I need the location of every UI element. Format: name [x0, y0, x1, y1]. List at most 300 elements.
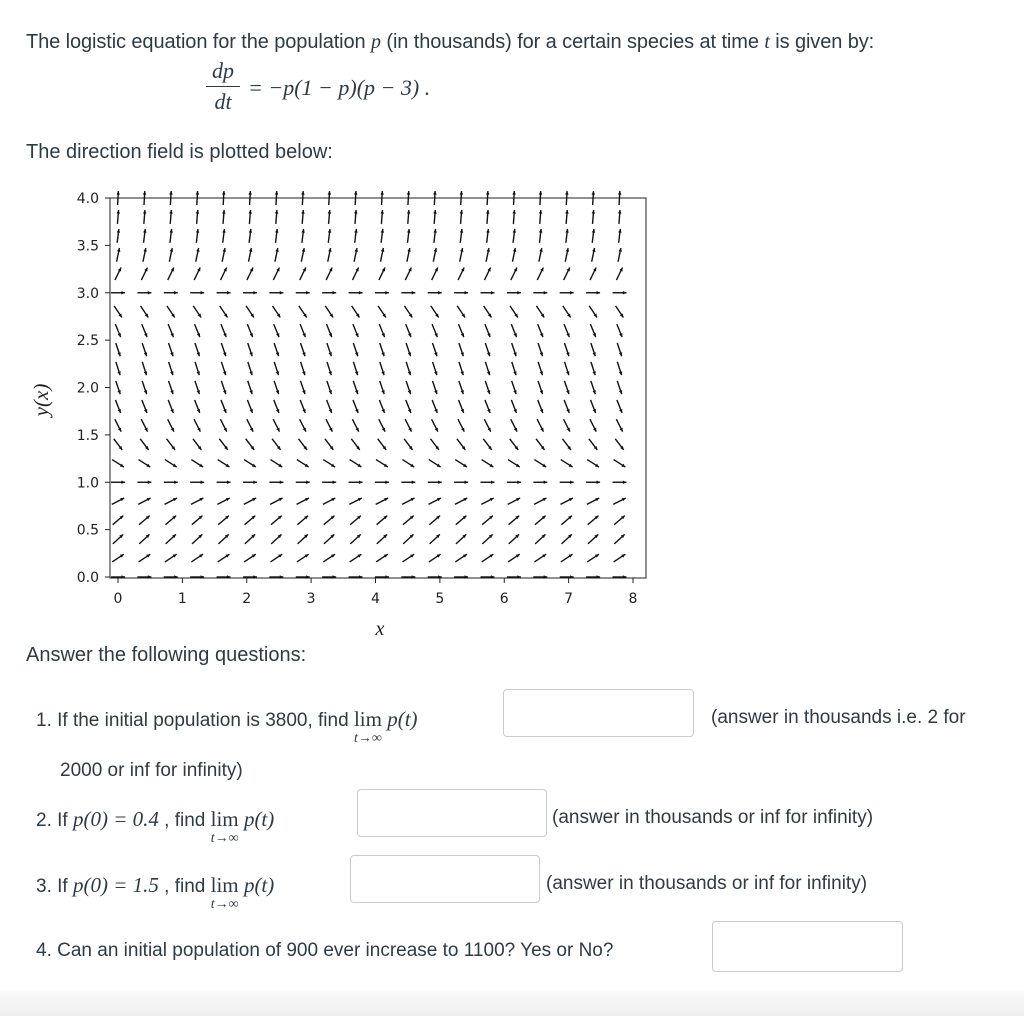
direction-arrow	[350, 554, 362, 562]
x-tick-label: 2	[242, 591, 252, 607]
direction-arrow	[218, 554, 230, 562]
direction-arrow	[353, 343, 358, 356]
direction-arrow	[220, 306, 228, 318]
x-tick-label: 1	[177, 591, 187, 607]
direction-arrow	[459, 362, 464, 375]
direction-arrow	[454, 481, 468, 484]
direction-arrow	[117, 229, 120, 243]
direction-arrow	[534, 554, 546, 562]
x-tick-label: 4	[371, 591, 380, 607]
direction-arrow	[486, 210, 489, 224]
direction-arrow	[614, 516, 625, 525]
direction-arrow	[507, 481, 521, 484]
direction-arrow	[349, 481, 363, 484]
direction-arrow	[245, 534, 255, 543]
direction-arrow	[138, 498, 150, 504]
direction-arrow	[296, 481, 310, 484]
direction-arrow	[483, 439, 491, 450]
direction-arrow	[246, 306, 254, 318]
direction-arrow	[354, 248, 358, 262]
direction-arrow	[586, 291, 600, 294]
direction-arrow	[561, 460, 573, 468]
direction-arrow	[617, 381, 622, 394]
var-p: p	[371, 31, 381, 53]
direction-arrow	[168, 419, 174, 431]
direction-arrow	[195, 400, 200, 413]
x-tick-label: 3	[306, 591, 316, 607]
direction-arrow	[590, 419, 596, 431]
direction-arrow	[169, 248, 173, 262]
direction-arrow	[301, 343, 306, 356]
direction-arrow	[460, 248, 464, 262]
direction-arrow	[459, 400, 464, 413]
direction-arrow	[353, 267, 359, 280]
direction-arrow	[249, 210, 252, 224]
direction-arrow	[512, 210, 515, 224]
direction-arrow	[508, 460, 520, 468]
x-tick-label: 7	[564, 591, 574, 607]
direction-arrow	[301, 381, 306, 394]
direction-field-chart	[0, 180, 680, 640]
direction-arrow	[511, 400, 516, 413]
direction-arrow	[326, 267, 332, 280]
direction-arrow	[275, 248, 279, 262]
direction-arrow	[249, 229, 252, 243]
direction-arrow	[375, 291, 389, 294]
direction-arrow	[327, 343, 332, 356]
direction-arrow	[433, 248, 437, 262]
fraction-denominator: dt	[214, 89, 232, 114]
limit-expression: lim t→∞	[210, 873, 239, 912]
direction-arrow	[460, 210, 463, 224]
direction-arrow	[142, 400, 147, 413]
direction-arrow	[195, 362, 200, 375]
direction-arrow	[222, 210, 225, 224]
direction-arrow	[564, 381, 569, 394]
direction-arrow	[513, 229, 516, 243]
direction-arrow	[350, 516, 361, 525]
direction-arrow	[535, 516, 546, 525]
direction-arrow	[432, 324, 438, 337]
direction-arrow	[533, 481, 547, 484]
direction-arrow	[430, 439, 438, 450]
direction-arrow	[113, 516, 124, 525]
direction-arrow	[617, 362, 622, 375]
direction-arrow	[113, 534, 123, 543]
direction-arrow	[428, 291, 442, 294]
direction-arrow	[142, 343, 147, 356]
direction-arrow	[248, 381, 253, 394]
direction-arrow	[565, 210, 568, 224]
direction-arrow	[143, 210, 146, 224]
direction-arrow	[114, 306, 122, 318]
direction-arrow	[537, 419, 543, 431]
direction-arrow	[221, 381, 226, 394]
direction-arrow	[618, 248, 622, 262]
direction-arrow	[618, 229, 621, 243]
direction-arrow	[509, 516, 520, 525]
direction-arrow	[195, 381, 200, 394]
question-2-note: (answer in thousands or inf for infinity)	[552, 807, 874, 828]
direction-arrow	[353, 400, 358, 413]
direction-arrow	[142, 362, 147, 375]
answer-input-3[interactable]	[350, 855, 540, 903]
direction-arrow	[140, 439, 148, 450]
direction-arrow	[401, 291, 415, 294]
direction-arrow	[406, 381, 411, 394]
direction-arrow	[616, 419, 622, 431]
y-tick-label: 1.0	[76, 475, 99, 492]
direction-arrow	[111, 481, 125, 484]
direction-arrow	[403, 516, 414, 525]
direction-arrow	[589, 306, 597, 318]
direction-arrow	[193, 439, 201, 450]
direction-arrow	[168, 324, 174, 337]
direction-arrow	[324, 516, 335, 525]
direction-arrow	[406, 400, 411, 413]
var-t: t	[764, 31, 770, 53]
direction-arrow	[377, 516, 388, 525]
direction-arrow	[561, 516, 572, 525]
direction-arrow	[481, 498, 493, 504]
y-tick-label: 1.5	[76, 427, 99, 444]
direction-arrow	[349, 291, 363, 294]
direction-arrow	[455, 554, 467, 562]
direction-arrow	[137, 291, 151, 294]
direction-arrow	[511, 419, 517, 431]
direction-arrow	[380, 210, 383, 224]
direction-arrow	[404, 439, 412, 450]
direction-arrow	[221, 362, 226, 375]
direction-arrow	[272, 306, 280, 318]
direction-arrow	[248, 362, 253, 375]
direction-arrow	[537, 267, 543, 280]
direction-arrow	[326, 419, 332, 431]
direction-arrow	[269, 291, 283, 294]
question-3-note: (answer in thousands or inf for infinity)	[546, 873, 868, 894]
direction-arrow	[220, 419, 226, 431]
direction-arrow	[432, 381, 437, 394]
direction-arrow	[271, 554, 283, 562]
direction-arrow	[221, 267, 227, 280]
direction-arrow	[511, 267, 517, 280]
direction-arrow	[322, 481, 336, 484]
direction-arrow	[587, 498, 599, 504]
direction-arrow	[456, 516, 467, 525]
direction-arrow	[115, 267, 121, 280]
direction-arrow	[591, 343, 596, 356]
intro-text: The logistic equation for the population p (in thousands) for a certain species at time t is given by:	[26, 31, 875, 53]
direction-arrow	[117, 248, 121, 262]
direction-arrow	[273, 419, 279, 431]
direction-arrow	[455, 498, 467, 504]
direction-arrow	[538, 381, 543, 394]
direction-arrow	[247, 324, 253, 337]
direction-arrow	[562, 534, 572, 543]
direction-arrow	[456, 534, 466, 543]
direction-arrow	[246, 439, 254, 450]
direction-arrow	[539, 229, 542, 243]
direction-arrow	[406, 324, 412, 337]
direction-arrow	[351, 439, 359, 450]
direction-arrow	[350, 534, 360, 543]
direction-arrow	[274, 381, 279, 394]
direction-arrow	[195, 324, 201, 337]
direction-arrow	[325, 306, 333, 318]
direction-arrow	[379, 419, 385, 431]
direction-arrow	[590, 267, 596, 280]
direction-arrow	[244, 498, 256, 504]
answer-input-1[interactable]	[503, 689, 694, 737]
direction-arrow	[165, 498, 177, 504]
direction-arrow	[195, 343, 200, 356]
question-3: 3. If p(0) = 1.5 , find lim t→∞ p(t)	[36, 873, 275, 912]
direction-arrow	[482, 460, 494, 468]
direction-arrow	[299, 439, 307, 450]
direction-arrow	[612, 481, 626, 484]
direction-arrow	[194, 419, 200, 431]
direction-arrow	[325, 439, 333, 450]
direction-arrow	[139, 534, 149, 543]
question-1: 1. If the initial population is 3800, find lim t→∞ p(t)	[36, 707, 418, 746]
direction-arrow	[565, 362, 570, 375]
y-axis-label-text: y(x)	[29, 383, 53, 417]
direction-arrow	[612, 291, 626, 294]
direction-arrow	[375, 481, 389, 484]
direction-arrow	[378, 439, 386, 450]
direction-arrow	[218, 534, 228, 543]
direction-arrow	[167, 306, 175, 318]
direction-arrow	[379, 324, 385, 337]
direction-arrow	[167, 439, 175, 450]
direction-arrow	[588, 516, 599, 525]
direction-arrow	[193, 306, 201, 318]
direction-arrow	[196, 248, 200, 262]
direction-arrow	[560, 481, 574, 484]
direction-arrow	[274, 343, 279, 356]
direction-arrow	[407, 248, 411, 262]
direction-arrow	[429, 460, 441, 468]
direction-arrow	[273, 267, 279, 280]
direction-arrow	[297, 460, 309, 468]
direction-arrow	[592, 229, 595, 243]
direction-arrow	[138, 460, 150, 468]
direction-arrow	[512, 343, 517, 356]
direction-arrow	[169, 362, 174, 375]
direction-arrow	[433, 210, 436, 224]
direction-arrow	[485, 343, 490, 356]
direction-arrow	[616, 306, 624, 318]
direction-arrow	[538, 324, 544, 337]
direction-arrow	[217, 498, 229, 504]
direction-arrow	[142, 324, 148, 337]
direction-arrow	[217, 291, 231, 294]
direction-arrow	[323, 554, 335, 562]
direction-arrow	[561, 554, 573, 562]
direction-arrow	[247, 267, 253, 280]
direction-arrow	[433, 362, 438, 375]
direction-arrow	[432, 400, 437, 413]
y-tick-label: 0.5	[76, 522, 99, 539]
x-tick-label: 5	[435, 591, 445, 607]
direction-arrow	[539, 210, 542, 224]
direction-arrow	[404, 306, 412, 318]
direction-arrow	[328, 210, 331, 224]
direction-arrow	[616, 267, 622, 280]
direction-arrow	[402, 554, 414, 562]
direction-arrow	[512, 362, 517, 375]
direction-arrow	[349, 498, 361, 504]
direction-arrow	[563, 306, 571, 318]
y-axis-label	[29, 384, 53, 419]
direction-arrow	[168, 400, 173, 413]
direction-arrow	[196, 229, 199, 243]
direction-arrow	[141, 419, 147, 431]
direction-arrow	[536, 306, 544, 318]
direction-arrow	[166, 534, 176, 543]
answer-input-2[interactable]	[357, 789, 547, 837]
direction-arrow	[218, 516, 229, 525]
direction-arrow	[429, 554, 441, 562]
direction-arrow	[194, 267, 200, 280]
direction-arrow	[617, 324, 623, 337]
direction-arrow	[458, 419, 464, 431]
direction-arrow	[560, 291, 574, 294]
question-4: 4. Can an initial population of 900 ever increase to 1100? Yes or No?	[36, 940, 614, 961]
x-tick-label: 8	[628, 591, 638, 607]
direction-arrow	[165, 460, 177, 468]
direction-arrow	[401, 481, 415, 484]
direction-arrow	[589, 439, 597, 450]
direction-arrow	[296, 291, 310, 294]
direction-arrow	[586, 481, 600, 484]
direction-arrow	[301, 248, 305, 262]
direction-arrow	[217, 481, 231, 484]
direction-arrow	[297, 498, 309, 504]
direction-arrow	[300, 419, 306, 431]
direction-arrow	[562, 439, 570, 450]
direction-arrow	[510, 306, 518, 318]
direction-arrow	[143, 248, 147, 262]
logistic-equation	[200, 58, 520, 118]
direction-arrow	[564, 324, 570, 337]
direction-arrow	[380, 343, 385, 356]
direction-arrow	[457, 306, 465, 318]
direction-arrow	[430, 534, 440, 543]
direction-arrow	[248, 343, 253, 356]
direction-arrow	[112, 554, 124, 562]
direction-arrow	[165, 516, 176, 525]
y-tick-label: 3.5	[76, 238, 99, 255]
direction-arrow	[485, 400, 490, 413]
direction-arrow	[117, 210, 120, 224]
direction-arrow	[116, 381, 121, 394]
direction-arrow	[484, 267, 490, 280]
fraction-numerator: dp	[212, 58, 234, 83]
direction-arrow	[403, 534, 413, 543]
direction-arrow	[455, 460, 467, 468]
direction-arrow	[221, 343, 226, 356]
equation-rhs: = −p(1 − p)(p − 3) .	[248, 75, 431, 100]
direction-arrow	[534, 498, 546, 504]
direction-arrow	[534, 460, 546, 468]
direction-arrow	[617, 343, 622, 356]
direction-arrow	[407, 229, 410, 243]
direction-arrow	[243, 481, 257, 484]
direction-arrow	[221, 400, 226, 413]
direction-arrow	[377, 534, 387, 543]
direction-arrow	[115, 400, 120, 413]
direction-arrow	[615, 439, 623, 450]
direction-arrow	[271, 516, 282, 525]
direction-arrow	[300, 324, 306, 337]
direction-arrow	[510, 439, 518, 450]
direction-arrow	[244, 460, 256, 468]
direction-arrow	[245, 516, 256, 525]
y-tick-label: 2.0	[76, 380, 99, 397]
direction-arrow	[247, 419, 253, 431]
direction-arrow	[169, 210, 172, 224]
direction-arrow	[271, 534, 281, 543]
direction-arrow	[191, 460, 203, 468]
direction-arrow	[353, 362, 358, 375]
direction-arrow	[376, 460, 388, 468]
direction-arrow	[486, 229, 489, 243]
direction-arrow	[327, 362, 332, 375]
direction-arrow	[350, 460, 362, 468]
direction-arrow	[428, 481, 442, 484]
direction-arrow	[508, 498, 520, 504]
direction-arrow	[484, 419, 490, 431]
direction-arrow	[481, 291, 495, 294]
direction-arrow	[323, 498, 335, 504]
direction-arrow	[564, 419, 570, 431]
direction-arrow	[272, 439, 280, 450]
direction-arrow	[458, 267, 464, 280]
direction-arrow	[592, 248, 596, 262]
direction-arrow	[486, 248, 490, 262]
direction-arrow	[249, 248, 253, 262]
direction-arrow	[485, 362, 490, 375]
direction-arrow	[300, 267, 306, 280]
question-1-note-continued: 2000 or inf for infinity)	[60, 760, 243, 781]
direction-arrow	[168, 267, 174, 280]
direction-arrow	[454, 291, 468, 294]
y-tick-label: 4.0	[76, 191, 99, 207]
direction-arrow	[459, 381, 464, 394]
direction-arrow	[381, 229, 384, 243]
direction-arrow	[376, 554, 388, 562]
direction-arrow	[406, 343, 411, 356]
direction-arrow	[533, 291, 547, 294]
answer-input-4[interactable]	[712, 921, 903, 972]
direction-arrow	[484, 306, 492, 318]
direction-arrow	[115, 419, 121, 431]
direction-arrow	[535, 534, 545, 543]
bottom-edge	[0, 990, 1024, 1016]
direction-arrow	[485, 381, 490, 394]
direction-arrow	[275, 229, 278, 243]
direction-arrow	[137, 481, 151, 484]
direction-arrow	[190, 481, 204, 484]
answer-heading: Answer the following questions:	[26, 644, 307, 666]
direction-arrow	[591, 400, 596, 413]
direction-arrow	[376, 498, 388, 504]
direction-arrow	[511, 324, 517, 337]
direction-arrow	[244, 554, 256, 562]
direction-arrow	[221, 324, 227, 337]
direction-arrow	[538, 362, 543, 375]
